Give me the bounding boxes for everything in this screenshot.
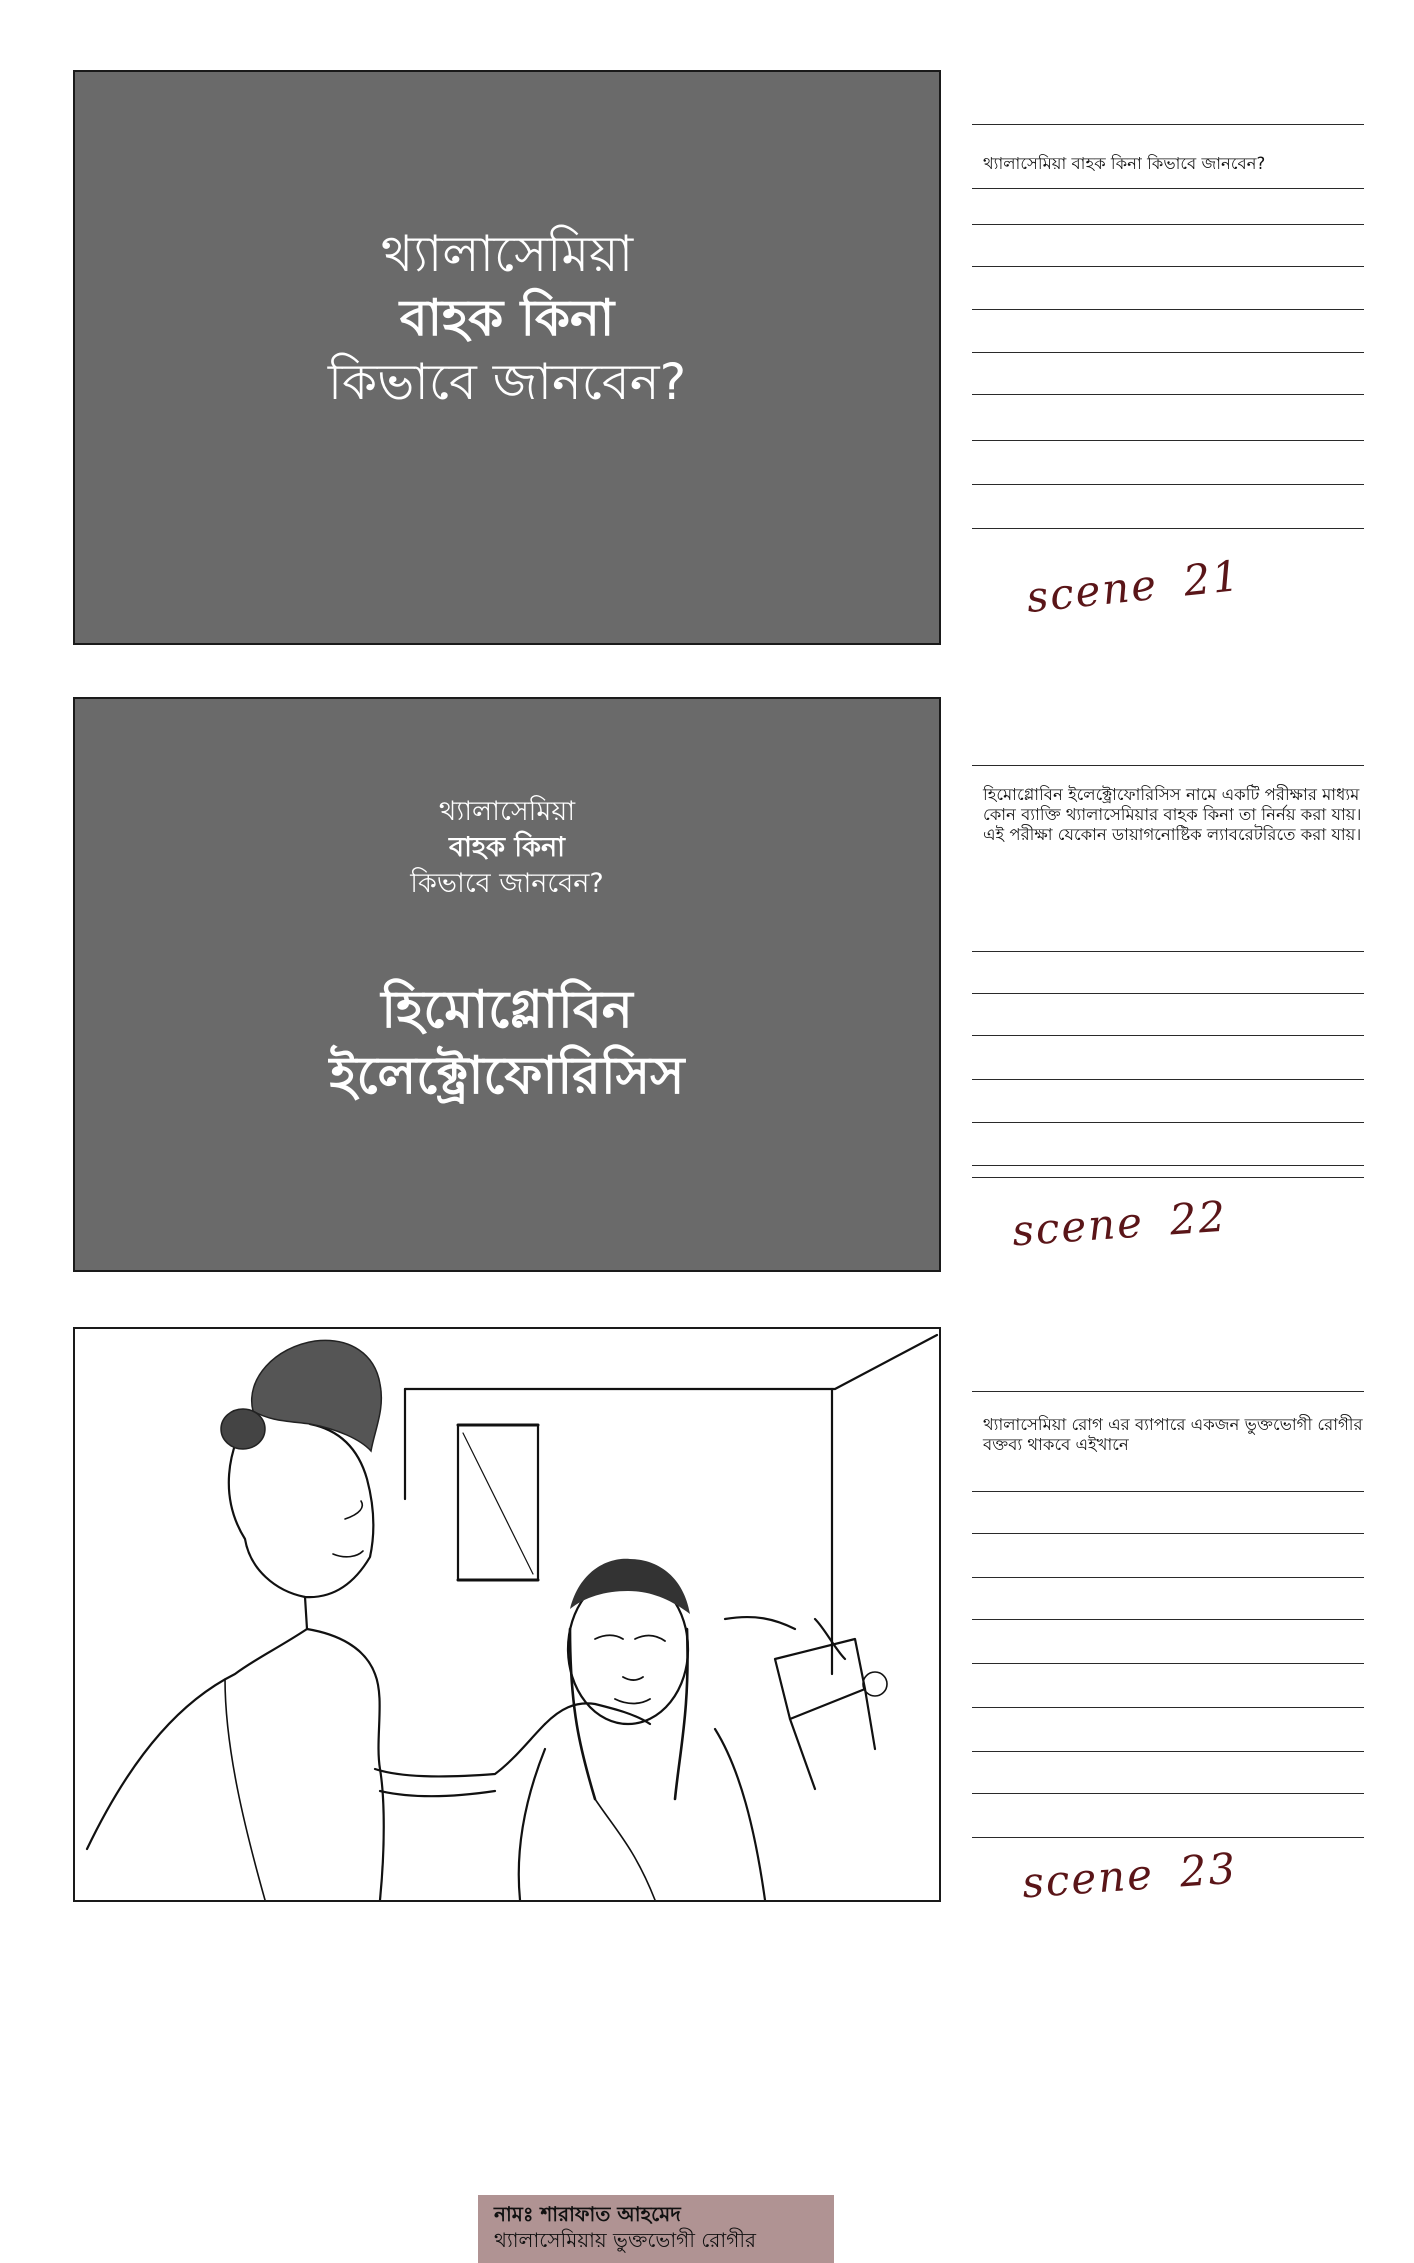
frame-scene-21 [73, 70, 941, 645]
note-text: থ্যালাসেমিয়া রোগ এর ব্যাপারে একজন ভুক্তভোগী রোগীর বক্তব্য থাকবে এইখানে [983, 1415, 1363, 1454]
note-rule [972, 266, 1364, 267]
heading-line-1: হিমোগ্লোবিন [381, 980, 633, 1040]
note-rule [972, 1165, 1364, 1166]
note-rule [972, 1491, 1364, 1492]
note-rule [972, 124, 1364, 125]
title-line-1: থ্যালাসেমিয়া [438, 796, 576, 827]
note-rule [972, 1035, 1364, 1036]
scene-word: scene [1020, 1849, 1156, 1908]
note-rule [972, 1751, 1364, 1752]
scene-word: scene [1024, 559, 1161, 623]
caption-name: নামঃ শারাফাত আহমেদ [494, 2202, 681, 2226]
note-rule [972, 224, 1364, 225]
scene-word: scene [1010, 1197, 1146, 1256]
frame-scene-23 [73, 1327, 941, 2252]
note-rule [972, 394, 1364, 395]
woman-shoulder [87, 1629, 307, 1849]
room-ceiling-line [405, 1335, 937, 1389]
bed-headboard [775, 1639, 865, 1719]
note-rule [972, 1533, 1364, 1534]
caption-role: থ্যালাসেমিয়ায় ভুক্তভোগী রোগীর [494, 2228, 757, 2252]
storyboard-sketch [75, 1329, 939, 1900]
note-rule [972, 528, 1364, 529]
notes-scene-21 [972, 124, 1364, 644]
note-rule [972, 309, 1364, 310]
scene-label [1024, 551, 1243, 622]
title-line-2: বাহক কিনা [399, 289, 615, 347]
scene-label [1021, 1844, 1239, 1908]
note-rule [972, 1619, 1364, 1620]
note-rule [972, 765, 1364, 766]
title-line-2: বাহক কিনা [449, 832, 565, 863]
note-rule [972, 1122, 1364, 1123]
note-rule [972, 1663, 1364, 1664]
scene-number: 23 [1178, 1843, 1239, 1897]
note-rule [972, 1079, 1364, 1080]
note-rule [972, 993, 1364, 994]
slide-subtitle [75, 794, 939, 902]
note-text: হিমোগ্লোবিন ইলেক্ট্রোফোরিসিস নামে একটি পরীক্ষার মাধ্যম কোন ব্যাক্তি থ্যালাসেমিয়ার বাহক কিনা তা নির্নয় করা যায়। এই পরীক্ষা যেকোন ডায়াগনোষ্টিক ল্যাবরেটরিতে করা যায়। [983, 785, 1362, 844]
slide-heading [75, 977, 939, 1109]
note-rule [972, 1707, 1364, 1708]
note-rule [972, 1391, 1364, 1392]
note-rule [972, 484, 1364, 485]
woman-arm [375, 1724, 545, 1776]
note-rule [972, 1577, 1364, 1578]
heading-line-2: ইলেক্ট্রোফোরিসিস [329, 1046, 685, 1106]
notes-scene-22 [972, 765, 1364, 1275]
note-rule [972, 1177, 1364, 1178]
notes-scene-23 [972, 1391, 1364, 1951]
frame-scene-22 [73, 697, 941, 1272]
note-text: থ্যালাসেমিয়া বাহক কিনা কিভাবে জানবেন? [983, 154, 1266, 173]
patient-hair [570, 1559, 690, 1614]
woman-hair [221, 1340, 381, 1451]
note-rule [972, 440, 1364, 441]
note-rule [972, 951, 1364, 952]
note-rule [972, 352, 1364, 353]
scene-label [1011, 1192, 1229, 1256]
note-rule [972, 1837, 1364, 1838]
title-line-3: কিভাবে জানবেন? [410, 868, 604, 899]
title-line-1: থ্যালাসেমিয়া [380, 225, 634, 283]
note-rule [972, 1793, 1364, 1794]
slide-title [75, 222, 939, 414]
scene-number: 21 [1181, 550, 1244, 606]
title-line-3: কিভাবে জানবেন? [327, 353, 687, 411]
note-rule [972, 188, 1364, 189]
name-caption [478, 2195, 834, 2263]
scene-number: 22 [1168, 1191, 1229, 1245]
